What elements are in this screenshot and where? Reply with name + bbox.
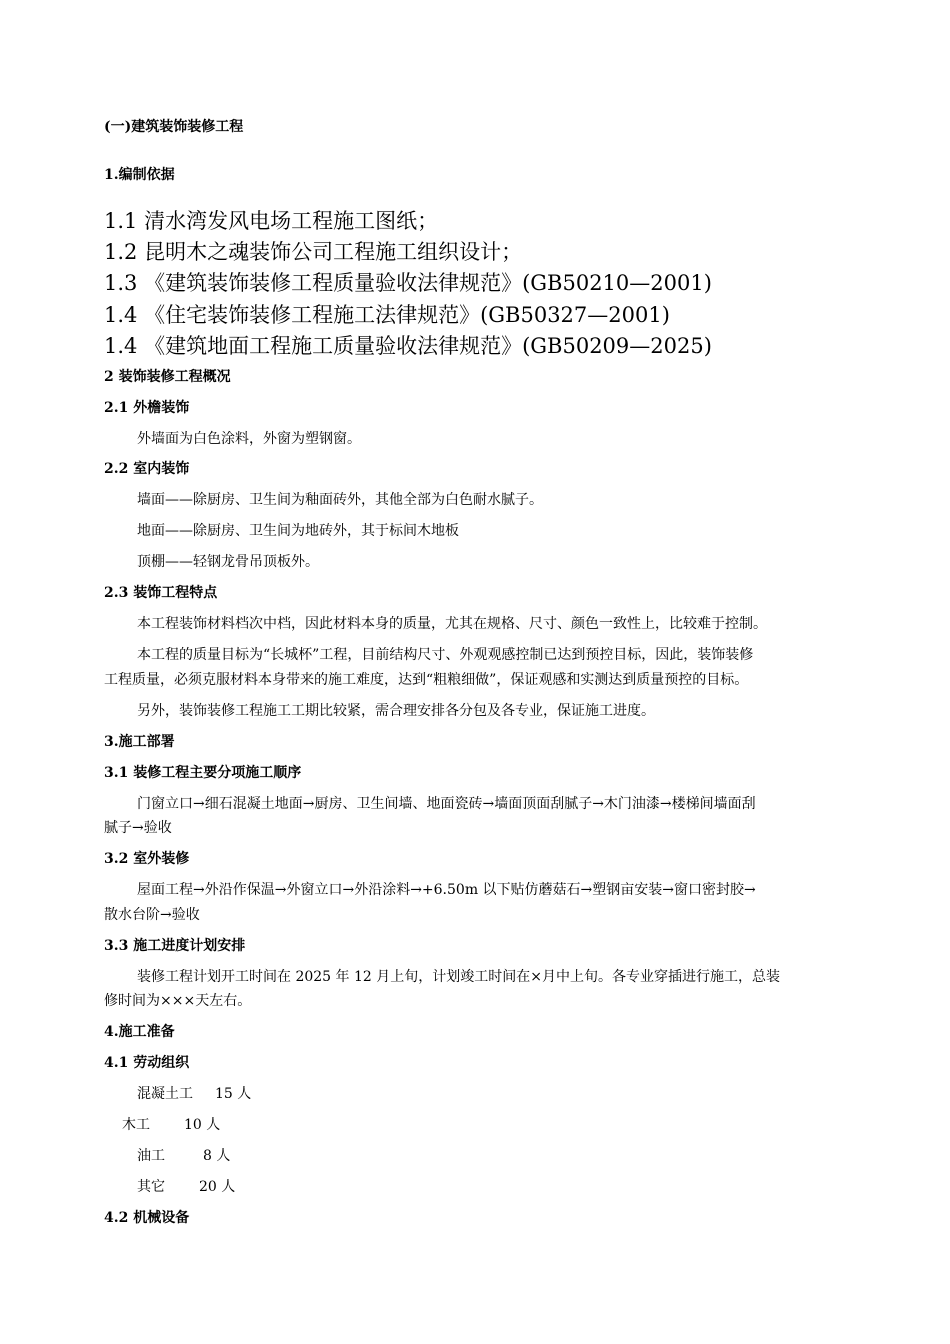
subheading-exterior: 2.1 外檐装饰	[104, 400, 190, 416]
schedule-line-2: 修时间为×××天左右。	[104, 993, 252, 1009]
basis-item-4: 1.4 《住宅装饰装修工程施工法律规范》(GB50327—2001)	[104, 303, 670, 327]
labor-role-concrete: 混凝土工	[137, 1086, 193, 1102]
subheading-interior: 2.2 室内装饰	[104, 461, 190, 477]
labor-count-painter: 8 人	[203, 1148, 231, 1164]
basis-item-1: 1.1 清水湾发风电场工程施工图纸；	[104, 209, 439, 233]
labor-count-concrete: 15 人	[215, 1086, 252, 1102]
interior-floor-line: 地面——除厨房、卫生间为地砖外，其于标间木地板	[137, 523, 459, 539]
labor-count-carpenter: 10 人	[184, 1117, 221, 1133]
features-paragraph-2-line-1: 本工程的质量目标为“长城杯”工程，目前结构尺寸、外观观感控制已达到预控目标，因此，装饰装修	[137, 647, 754, 663]
interior-wall-line: 墙面——除厨房、卫生间为釉面砖外，其他全部为白色耐水腻子。	[137, 492, 543, 508]
subheading-equipment: 4.2 机械设备	[104, 1210, 190, 1226]
sequence-line-1: 门窗立口→细石混凝土地面→厨房、卫生间墙、地面瓷砖→墙面顶面刮腻子→木门油漆→楼梯间墙面刮	[137, 796, 756, 812]
document-title: (一)建筑装饰装修工程	[104, 119, 244, 135]
labor-count-other: 20 人	[199, 1179, 236, 1195]
features-paragraph-3: 另外，装饰装修工程施工工期比较紧，需合理安排各分包及各专业，保证施工进度。	[137, 703, 655, 719]
features-paragraph-2-line-2: 工程质量，必须克服材料本身带来的施工难度，达到“粗粮细做”，保证观感和实测达到质量预控的目标。	[104, 672, 749, 688]
section-heading-deployment: 3.施工部署	[104, 734, 175, 750]
subheading-schedule: 3.3 施工进度计划安排	[104, 938, 246, 954]
section-heading-overview: 2 装饰装修工程概况	[104, 369, 231, 385]
subheading-features: 2.3 装饰工程特点	[104, 585, 218, 601]
labor-role-other: 其它	[137, 1179, 165, 1195]
labor-role-carpenter: 木工	[122, 1117, 150, 1133]
basis-item-5: 1.4 《建筑地面工程施工质量验收法律规范》(GB50209—2025)	[104, 334, 712, 358]
subheading-labor: 4.1 劳动组织	[104, 1055, 190, 1071]
interior-ceiling-line: 顶棚——轻钢龙骨吊顶板外。	[137, 554, 319, 570]
section-heading-basis: 1.编制依据	[104, 167, 175, 183]
labor-role-painter: 油工	[137, 1148, 165, 1164]
features-paragraph-1: 本工程装饰材料档次中档，因此材料本身的质量，尤其在规格、尺寸、颜色一致性上，比较难于控制。	[137, 616, 767, 632]
sequence-line-2: 腻子→验收	[104, 820, 172, 836]
basis-item-2: 1.2 昆明木之魂装饰公司工程施工组织设计；	[104, 240, 523, 264]
section-heading-preparation: 4.施工准备	[104, 1024, 175, 1040]
basis-item-3: 1.3 《建筑装饰装修工程质量验收法律规范》(GB50210—2001)	[104, 271, 712, 295]
schedule-line-1: 装修工程计划开工时间在 2025 年 12 月上旬，计划竣工时间在×月中上旬。各专业穿插进行施工，总装	[137, 969, 780, 985]
subheading-sequence: 3.1 装修工程主要分项施工顺序	[104, 765, 302, 781]
subheading-outdoor: 3.2 室外装修	[104, 851, 190, 867]
outdoor-line-1: 屋面工程→外沿作保温→外窗立口→外沿涂料→+6.50m 以下贴仿蘑菇石→塑钢亩安装→窗口密封胶→	[137, 882, 756, 898]
paragraph-exterior: 外墙面为白色涂料，外窗为塑钢窗。	[137, 431, 361, 447]
outdoor-line-2: 散水台阶→验收	[104, 907, 200, 923]
